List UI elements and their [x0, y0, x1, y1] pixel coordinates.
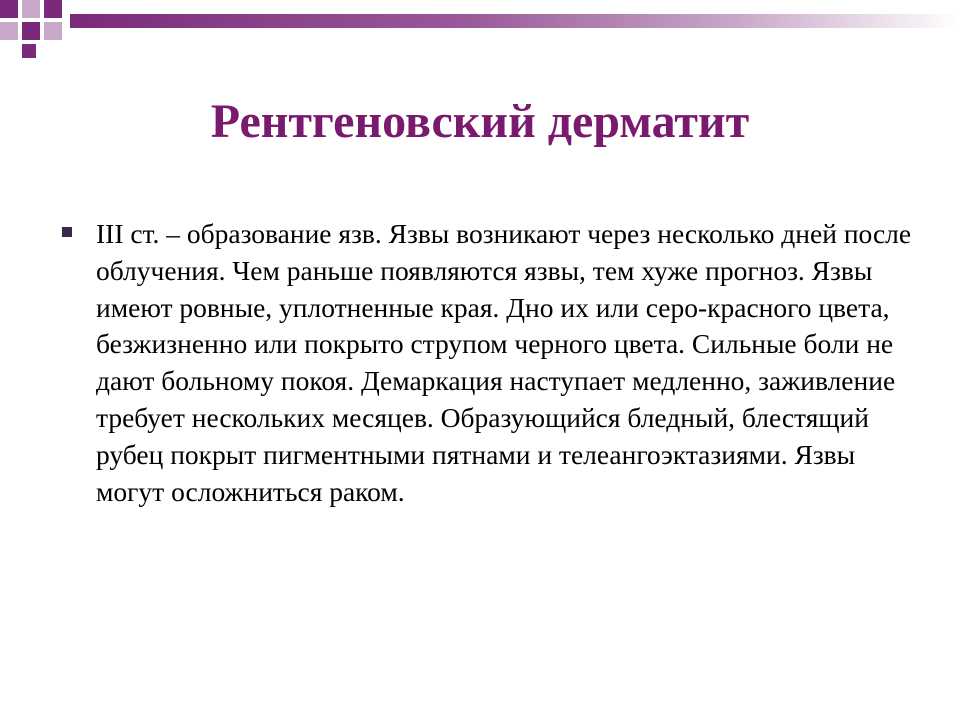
slide-title: Рентгеновский дерматит: [210, 95, 750, 148]
square-bullet-icon: [62, 227, 72, 237]
bullet-list: [62, 216, 912, 510]
bullet-item: [62, 216, 912, 510]
purple-squares-icon: [0, 0, 80, 60]
header-gradient-bar: [70, 14, 960, 28]
bullet-text: III ст. – образование язв. Язвы возникают через несколько дней после облучения. Чем раньше появляются язвы, тем хуже прогноз. Язвы имеют ровные, уплотненные края. Дно их или серо-красного цвета, безжизненно или покрыто струпом черного цвета. Сильные боли не дают больному покоя. Демаркация наступает медленно, заживление требует нескольких месяцев. Образующийся бледный, блестящий рубец покрыт пигментными пятнами и телеангоэктазиями. Язвы могут осложниться раком.: [96, 218, 912, 507]
